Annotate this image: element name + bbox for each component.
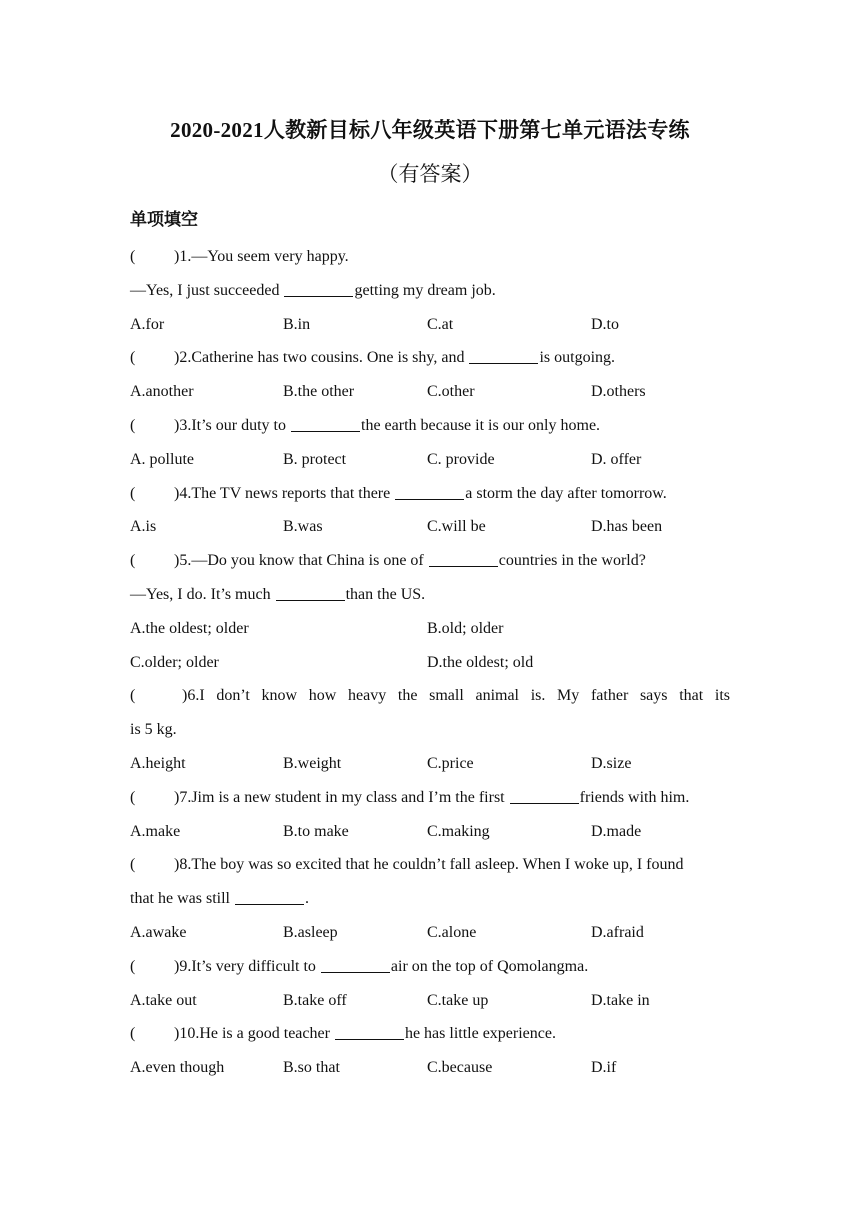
- answer-blank[interactable]: [429, 550, 498, 567]
- question-8-line2: that he was still .: [130, 890, 309, 908]
- question-5-options-row2: [130, 646, 730, 680]
- question-5-options-row1: [130, 612, 730, 646]
- option-c: C.other: [427, 383, 475, 401]
- question-2: ( )2.Catherine has two cousins. One is shy, and is outgoing.: [130, 349, 616, 367]
- question-7-options: [130, 815, 730, 849]
- option-a: A.the oldest; older: [130, 619, 249, 637]
- option-c: C.older; older: [130, 653, 219, 671]
- page-subtitle: （有答案）: [377, 162, 483, 186]
- option-b: B.old; older: [427, 619, 504, 637]
- option-b: B. protect: [283, 450, 347, 468]
- option-d: D.the oldest; old: [427, 653, 534, 671]
- option-c: C.price: [427, 754, 474, 772]
- answer-blank[interactable]: [335, 1023, 404, 1040]
- option-a: A.awake: [130, 923, 187, 941]
- option-b: B.the other: [283, 383, 355, 401]
- question-3-options: [130, 443, 730, 477]
- question-7: ( )7.Jim is a new student in my class and I’m the first friends with him.: [130, 788, 690, 806]
- question-5: ( )5.—Do you know that China is one of countries in the world?: [130, 552, 646, 570]
- option-a: A.make: [130, 822, 181, 840]
- option-c: C.at: [427, 315, 454, 333]
- option-a: A.take out: [130, 991, 197, 1009]
- option-d: D.others: [591, 383, 646, 401]
- option-a: A. pollute: [130, 450, 194, 468]
- option-a: A.for: [130, 315, 165, 333]
- question-6-line2: is 5 kg.: [130, 721, 177, 739]
- answer-blank[interactable]: [510, 787, 579, 804]
- question-1-line2: —Yes, I just succeeded getting my dream job.: [130, 281, 496, 299]
- answer-blank[interactable]: [395, 483, 464, 500]
- question-9-options: [130, 984, 730, 1018]
- option-c: C.take up: [427, 991, 489, 1009]
- question-1: ( )1.—You seem very happy.: [130, 248, 349, 265]
- answer-blank[interactable]: [276, 584, 345, 601]
- question-list: [130, 240, 730, 1085]
- option-c: C.because: [427, 1059, 493, 1077]
- question-4-options: [130, 510, 730, 544]
- option-a: A.is: [130, 518, 157, 536]
- option-d: D.take in: [591, 991, 650, 1009]
- question-9: ( )9.It’s very difficult to air on the top of Qomolangma.: [130, 957, 589, 975]
- option-a: A.another: [130, 383, 194, 401]
- option-b: B.in: [283, 315, 311, 333]
- option-c: C. provide: [427, 450, 495, 468]
- answer-blank[interactable]: [284, 280, 353, 297]
- question-6-options: [130, 747, 730, 781]
- option-b: B.take off: [283, 991, 347, 1009]
- option-a: A.height: [130, 754, 186, 772]
- question-10: ( )10.He is a good teacher he has little experience.: [130, 1025, 556, 1043]
- page-title: 2020-2021人教新目标八年级英语下册第七单元语法专练: [170, 118, 690, 142]
- option-c: C.will be: [427, 518, 486, 536]
- option-a: A.even though: [130, 1059, 225, 1077]
- answer-blank[interactable]: [469, 347, 538, 364]
- option-d: D.size: [591, 754, 632, 772]
- question-4: ( )4.The TV news reports that there a storm the day after tomorrow.: [130, 484, 667, 502]
- option-b: B.was: [283, 518, 323, 536]
- option-b: B.asleep: [283, 923, 338, 941]
- question-10-options: [130, 1051, 730, 1085]
- question-5-line2: —Yes, I do. It’s much than the US.: [130, 585, 426, 603]
- question-8: ( )8.The boy was so excited that he couldn’t fall asleep. When I woke up, I found: [130, 856, 684, 874]
- answer-blank[interactable]: [235, 888, 304, 905]
- option-b: B.so that: [283, 1059, 340, 1077]
- question-3: ( )3.It’s our duty to the earth because it is our only home.: [130, 416, 601, 434]
- question-1-options: [130, 308, 730, 342]
- option-d: D.has been: [591, 518, 663, 536]
- question-6: ( ) 6 . I don’t know how heavy the small animal is. My father says that its: [130, 687, 730, 705]
- option-c: C.alone: [427, 923, 477, 941]
- answer-blank[interactable]: [321, 956, 390, 973]
- option-d: D.if: [591, 1059, 617, 1077]
- option-c: C.making: [427, 822, 490, 840]
- option-b: B.weight: [283, 754, 342, 772]
- answer-blank[interactable]: [291, 415, 360, 432]
- option-d: D.to: [591, 315, 619, 333]
- section-heading: 单项填空: [130, 210, 198, 230]
- option-d: D.made: [591, 822, 642, 840]
- question-2-options: [130, 375, 730, 409]
- option-b: B.to make: [283, 822, 349, 840]
- option-d: D. offer: [591, 450, 642, 468]
- question-8-options: [130, 916, 730, 950]
- option-d: D.afraid: [591, 923, 644, 941]
